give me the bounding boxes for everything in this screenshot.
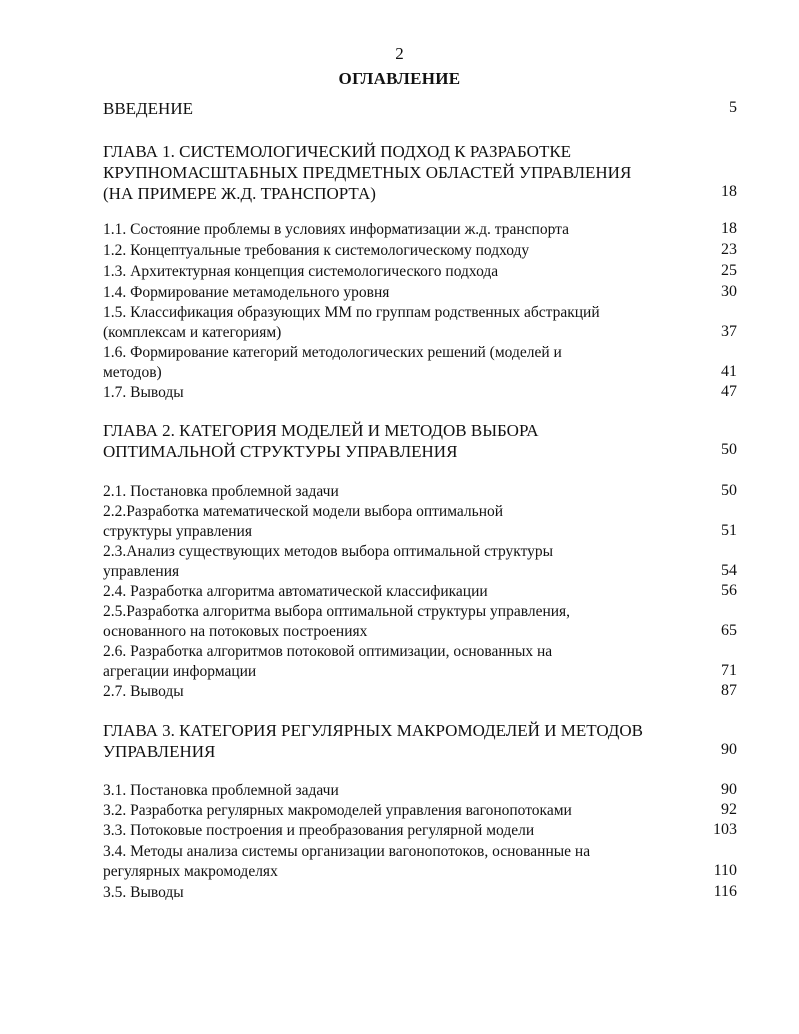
toc-section-page-number: 41 [721, 363, 737, 380]
toc-section-page-number: 65 [721, 622, 737, 639]
chapter-heading-2-text: ГЛАВА 2. КАТЕГОРИЯ МОДЕЛЕЙ И МЕТОДОВ ВЫБОРА [103, 421, 539, 440]
toc-section [103, 842, 590, 882]
toc-section-text: 1.5. Классификация образующих ММ по группам родственных абстракций [103, 304, 600, 321]
toc-section-text: 2.7. Выводы [103, 683, 184, 700]
intro-entry: ВВЕДЕНИЕ [103, 99, 193, 118]
toc-section [103, 642, 552, 682]
toc-section [103, 801, 572, 821]
toc-section [103, 682, 184, 702]
toc-section-text: регулярных макромоделях [103, 863, 278, 880]
toc-section [103, 383, 184, 403]
toc-section-text: 1.1. Состояние проблемы в условиях информатизации ж.д. транспорта [103, 221, 569, 238]
toc-section-page-number: 23 [721, 241, 737, 258]
toc-section [103, 781, 339, 801]
chapter-heading-3 [103, 720, 643, 762]
toc-section-page-number: 71 [721, 662, 737, 679]
intro-page-number: 5 [729, 99, 737, 116]
toc-section-page-number: 56 [721, 582, 737, 599]
toc-section [103, 582, 488, 602]
toc-section-page-number: 87 [721, 682, 737, 699]
chapter-heading-1 [103, 141, 631, 204]
toc-section [103, 343, 562, 383]
toc-section-page-number: 116 [713, 883, 737, 900]
chapter-heading-2-text: ОПТИМАЛЬНОЙ СТРУКТУРЫ УПРАВЛЕНИЯ [103, 442, 458, 461]
toc-section-page-number: 50 [721, 482, 737, 499]
toc-section-page-number: 54 [721, 562, 737, 579]
toc-section-text: 3.3. Потоковые построения и преобразования регулярной модели [103, 822, 535, 839]
toc-section-page-number: 92 [721, 801, 737, 818]
toc-section-text: 2.2.Разработка математической модели выбора оптимальной [103, 503, 504, 520]
toc-section-text: 1.6. Формирование категорий методологических решений (моделей и [103, 344, 562, 361]
toc-section [103, 220, 569, 240]
toc-section [103, 482, 339, 502]
chapter-heading-2 [103, 420, 539, 462]
toc-section-text: 1.2. Концептуальные требования к системологическому подходу [103, 242, 530, 259]
toc-section-text: 1.3. Архитектурная концепция системологического подхода [103, 263, 499, 280]
toc-section-text: структуры управления [103, 523, 252, 540]
chapter-heading-2-page-number: 50 [721, 441, 737, 458]
toc-section-text: 1.4. Формирование метамодельного уровня [103, 284, 390, 301]
toc-section-text: основанного на потоковых построениях [103, 623, 368, 640]
chapter-heading-1-page-number: 18 [721, 183, 737, 200]
chapter-heading-1-text: (НА ПРИМЕРЕ Ж.Д. ТРАНСПОРТА) [103, 184, 376, 203]
toc-section-page-number: 37 [721, 323, 737, 340]
toc-section-page-number: 18 [721, 220, 737, 237]
toc-section [103, 262, 498, 282]
toc-section-page-number: 110 [713, 862, 737, 879]
toc-section-text: 1.7. Выводы [103, 384, 184, 401]
toc-section-text: 2.6. Разработка алгоритмов потоковой оптимизации, основанных на [103, 643, 553, 660]
toc-section-text: агрегации информации [103, 663, 257, 680]
toc-section-text: 2.5.Разработка алгоритма выбора оптимальной структуры управления, [103, 603, 571, 620]
chapter-heading-1-text: ГЛАВА 1. СИСТЕМОЛОГИЧЕСКИЙ ПОДХОД К РАЗРАБОТКЕ [103, 142, 572, 161]
toc-section [103, 241, 529, 261]
toc-section-text: управления [103, 563, 180, 580]
chapter-heading-3-text: УПРАВЛЕНИЯ [103, 742, 216, 761]
toc-section-text: 3.1. Постановка проблемной задачи [103, 782, 339, 799]
toc-section-page-number: 103 [713, 821, 737, 838]
toc-section [103, 283, 389, 303]
chapter-heading-3-text: ГЛАВА 3. КАТЕГОРИЯ РЕГУЛЯРНЫХ МАКРОМОДЕЛЕЙ И МЕТОДОВ [103, 721, 644, 740]
chapter-heading-3-page-number: 90 [721, 741, 737, 758]
toc-section-text: 2.1. Постановка проблемной задачи [103, 483, 339, 500]
toc-section [103, 821, 534, 841]
toc-section-text: 3.5. Выводы [103, 884, 184, 901]
toc-section-page-number: 30 [721, 283, 737, 300]
toc-section-page-number: 90 [721, 781, 737, 798]
toc-section-text: 3.4. Методы анализа системы организации вагонопотоков, основанные на [103, 843, 591, 860]
toc-section-text: 2.3.Анализ существующих методов выбора оптимальной структуры [103, 543, 554, 560]
toc-section [103, 303, 600, 343]
toc-section [103, 502, 503, 542]
toc-section-text: 3.2. Разработка регулярных макромоделей управления вагонопотоками [103, 802, 572, 819]
toc-section [103, 602, 570, 642]
toc-section-page-number: 47 [721, 383, 737, 400]
chapter-heading-1-text: КРУПНОМАСШТАБНЫХ ПРЕДМЕТНЫХ ОБЛАСТЕЙ УПРАВЛЕНИЯ [103, 163, 632, 182]
toc-section-page-number: 25 [721, 262, 737, 279]
toc-section [103, 883, 184, 903]
toc-section-text: 2.4. Разработка алгоритма автоматической классификации [103, 583, 488, 600]
toc-section-page-number: 51 [721, 522, 737, 539]
toc-section-text: методов) [103, 364, 162, 381]
page-title: ОГЛАВЛЕНИЕ [338, 69, 461, 88]
page-number: 2 [395, 44, 404, 63]
toc-section-text: (комплексам и категориям) [103, 324, 282, 341]
toc-section [103, 542, 553, 582]
